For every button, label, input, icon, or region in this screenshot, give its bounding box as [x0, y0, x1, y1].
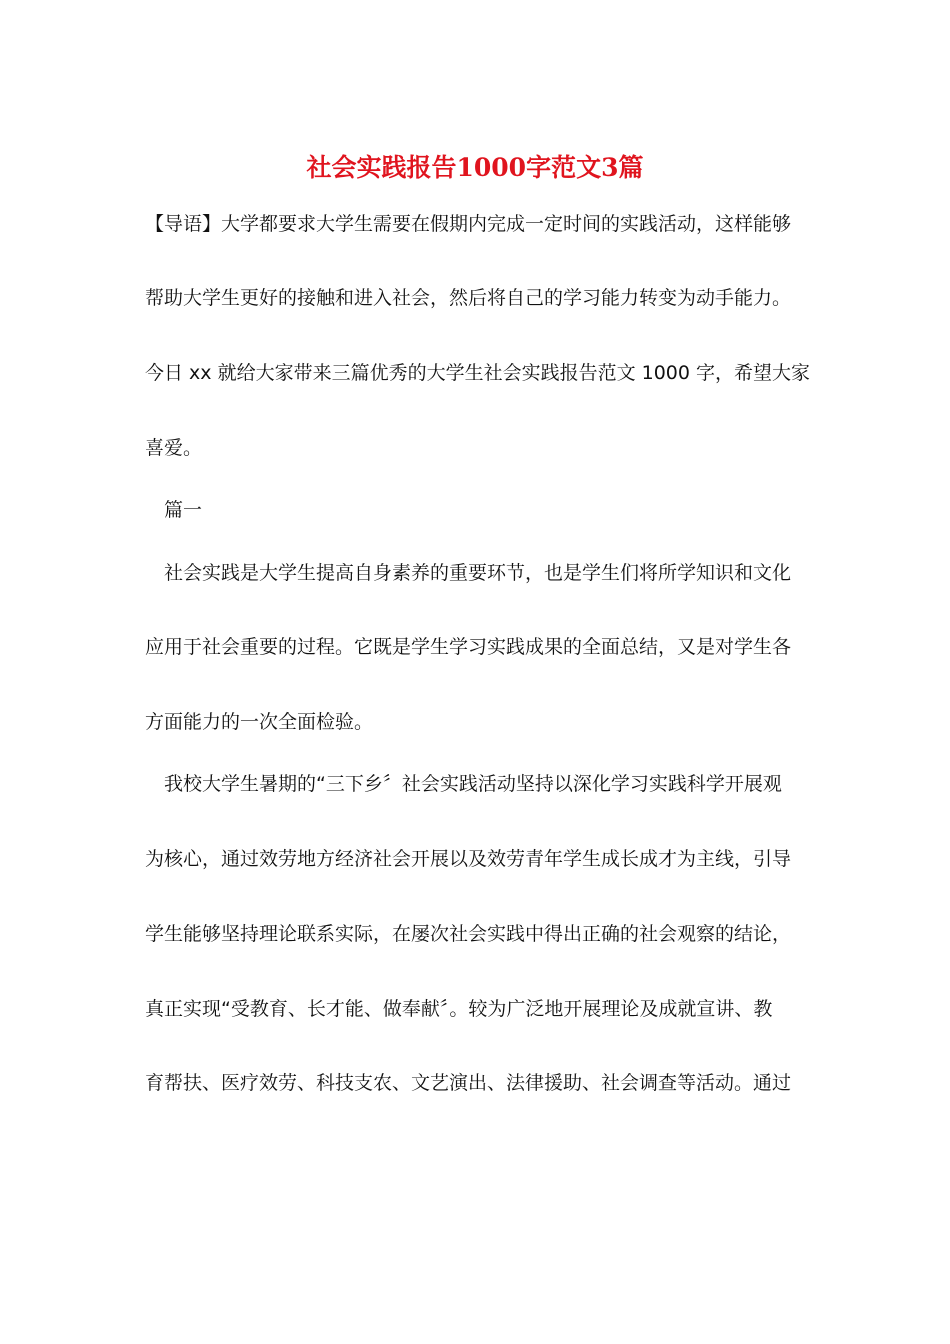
intro-line-3: 今日 xx 就给大家带来三篇优秀的大学生社会实践报告范文 1000 字，希望大家: [145, 362, 811, 384]
para1-line-1: 社会实践是大学生提高自身素养的重要环节，也是学生们将所学知识和文化: [164, 562, 792, 584]
para2-line-3: 学生能够坚持理论联系实际，在屡次社会实践中得出正确的社会观察的结论，: [145, 923, 792, 945]
section-heading: 篇一: [164, 499, 203, 521]
para2-line-1: 我校大学生暑期的“三下乡〞社会实践活动坚持以深化学习实践科学开展观: [164, 773, 782, 795]
intro-line-1: 【导语】大学都要求大学生需要在假期内完成一定时间的实践活动，这样能够: [145, 213, 792, 235]
intro-line-4: 喜爱。: [145, 437, 203, 459]
para2-line-5: 育帮扶、医疗效劳、科技支农、文艺演出、法律援助、社会调查等活动。通过: [145, 1072, 792, 1094]
document-title: 社会实践报告1000字范文3篇: [306, 153, 644, 182]
para2-line-4: 真正实现“受教育、长才能、做奉献〞。较为广泛地开展理论及成就宣讲、教: [145, 998, 773, 1020]
para1-line-2: 应用于社会重要的过程。它既是学生学习实践成果的全面总结，又是对学生各: [145, 636, 792, 658]
para2-line-2: 为核心，通过效劳地方经济社会开展以及效劳青年学生成长成才为主线，引导: [145, 848, 792, 870]
para1-line-3: 方面能力的一次全面检验。: [145, 711, 374, 733]
intro-line-2: 帮助大学生更好的接触和进入社会，然后将自己的学习能力转变为动手能力。: [145, 287, 792, 309]
